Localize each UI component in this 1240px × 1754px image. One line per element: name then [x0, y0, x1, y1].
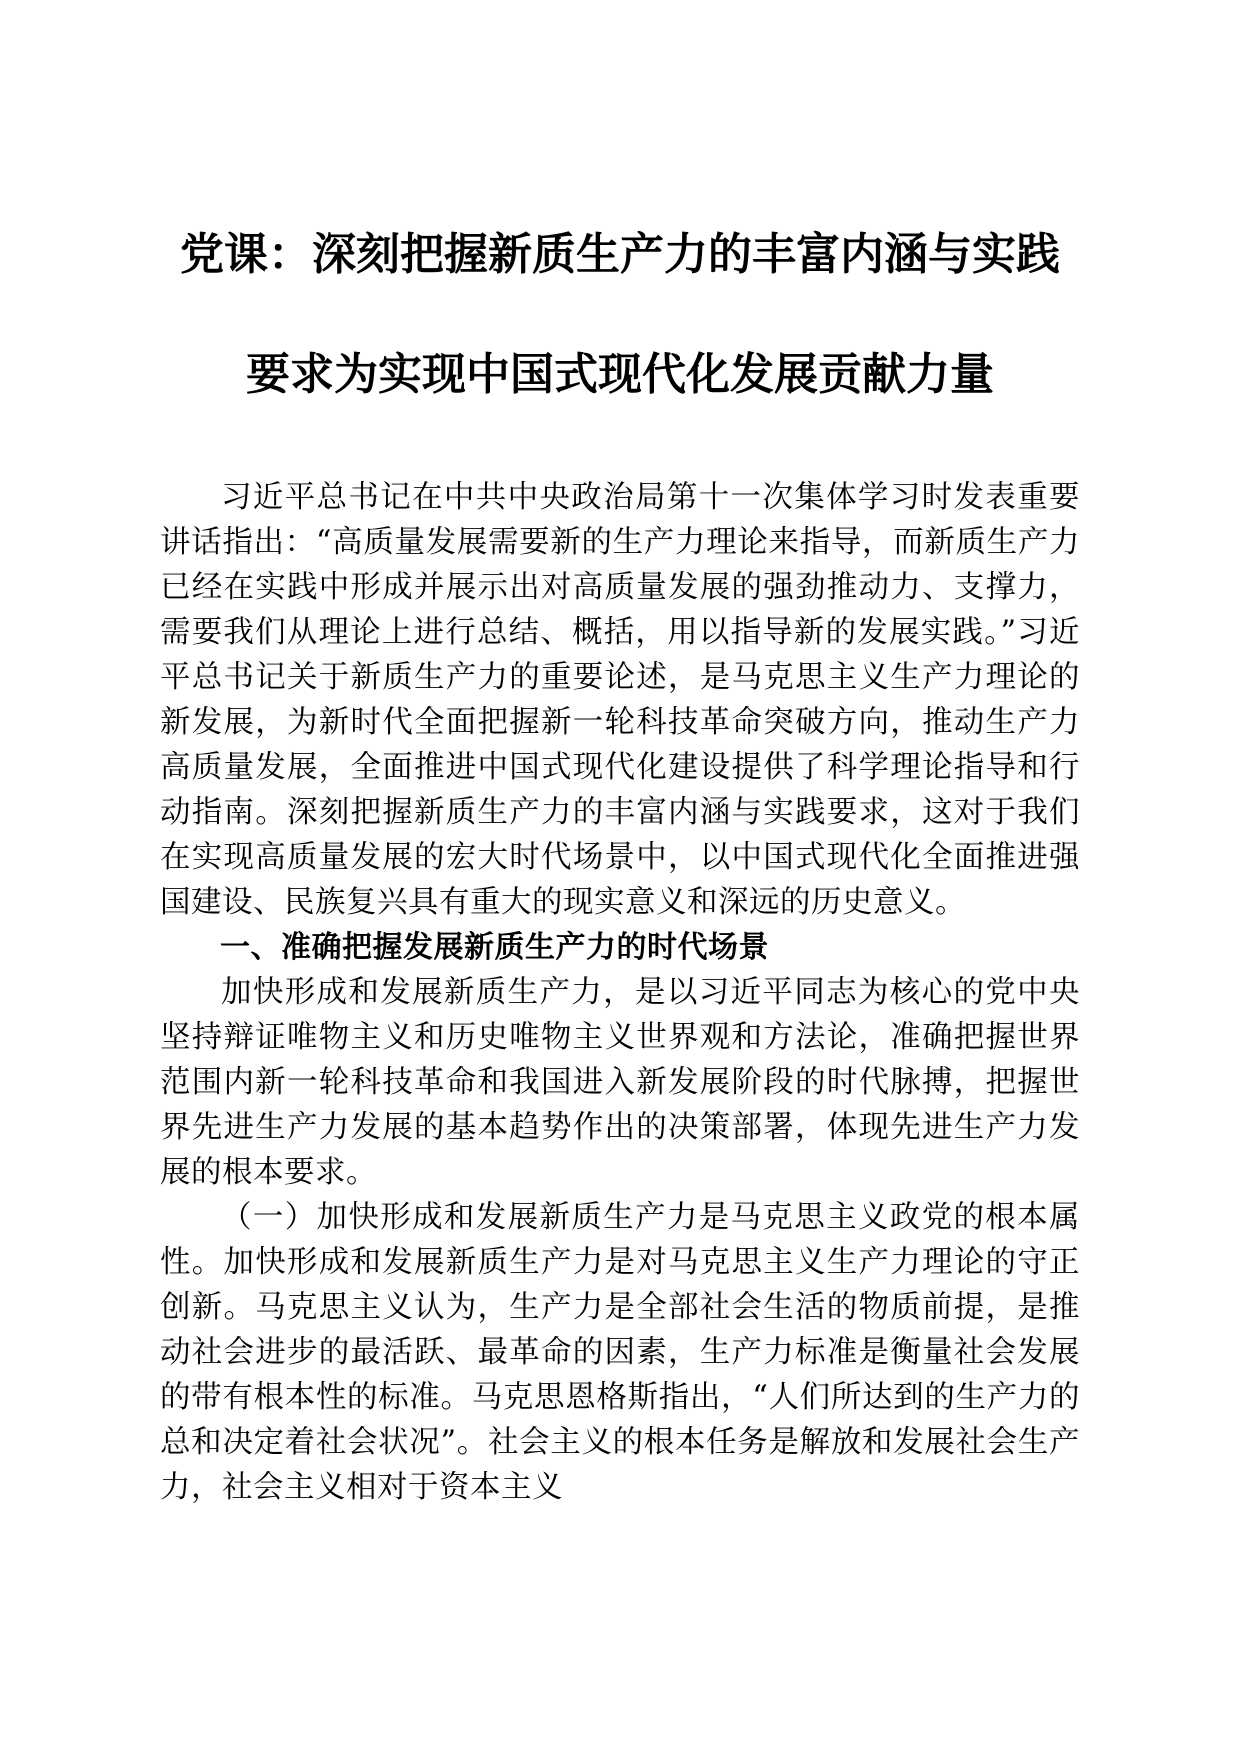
- section-heading-1: 一、准确把握发展新质生产力的时代场景: [220, 930, 769, 965]
- document-body: [160, 475, 1080, 1510]
- document-title-line-1: 党课：深刻把握新质生产力的丰富内涵与实践: [180, 229, 1060, 280]
- body-paragraph-subsection1: （一）加快形成和发展新质生产力是马克思主义政党的根本属性。加快形成和发展新质生产力是对马克思主义生产力理论的守正创新。马克思主义认为，生产力是全部社会生活的物质前提，是推动社会进步的最活跃、最革命的因素，生产力标准是衡量社会发展的带有根本性的标准。马克思恩格斯指出，“人们所达到的生产力的总和决定着社会状况”。社会主义的根本任务是解放和发展社会生产力，社会主义相对于资本主义: [160, 1200, 1080, 1505]
- body-paragraph-intro: 习近平总书记在中共中央政治局第十一次集体学习时发表重要讲话指出：“高质量发展需要新的生产力理论来指导，而新质生产力已经在实践中形成并展示出对高质量发展的强劲推动力、支撑力，需要我们从理论上进行总结、概括，用以指导新的发展实践。”习近平总书记关于新质生产力的重要论述，是马克思主义生产力理论的新发展，为新时代全面把握新一轮科技革命突破方向，推动生产力高质量发展，全面推进中国式现代化建设提供了科学理论指导和行动指南。深刻把握新质生产力的丰富内涵与实践要求，这对于我们在实现高质量发展的宏大时代场景中，以中国式现代化全面推进强国建设、民族复兴具有重大的现实意义和深远的历史意义。: [160, 480, 1080, 920]
- body-paragraph-section1: 加快形成和发展新质生产力，是以习近平同志为核心的党中央坚持辩证唯物主义和历史唯物主义世界观和方法论，准确把握世界范围内新一轮科技革命和我国进入新发展阶段的时代脉搏，把握世界先进生产力发展的基本趋势作出的决策部署，体现先进生产力发展的根本要求。: [160, 975, 1080, 1190]
- document-title-line-2: 要求为实现中国式现代化发展贡献力量: [246, 349, 994, 400]
